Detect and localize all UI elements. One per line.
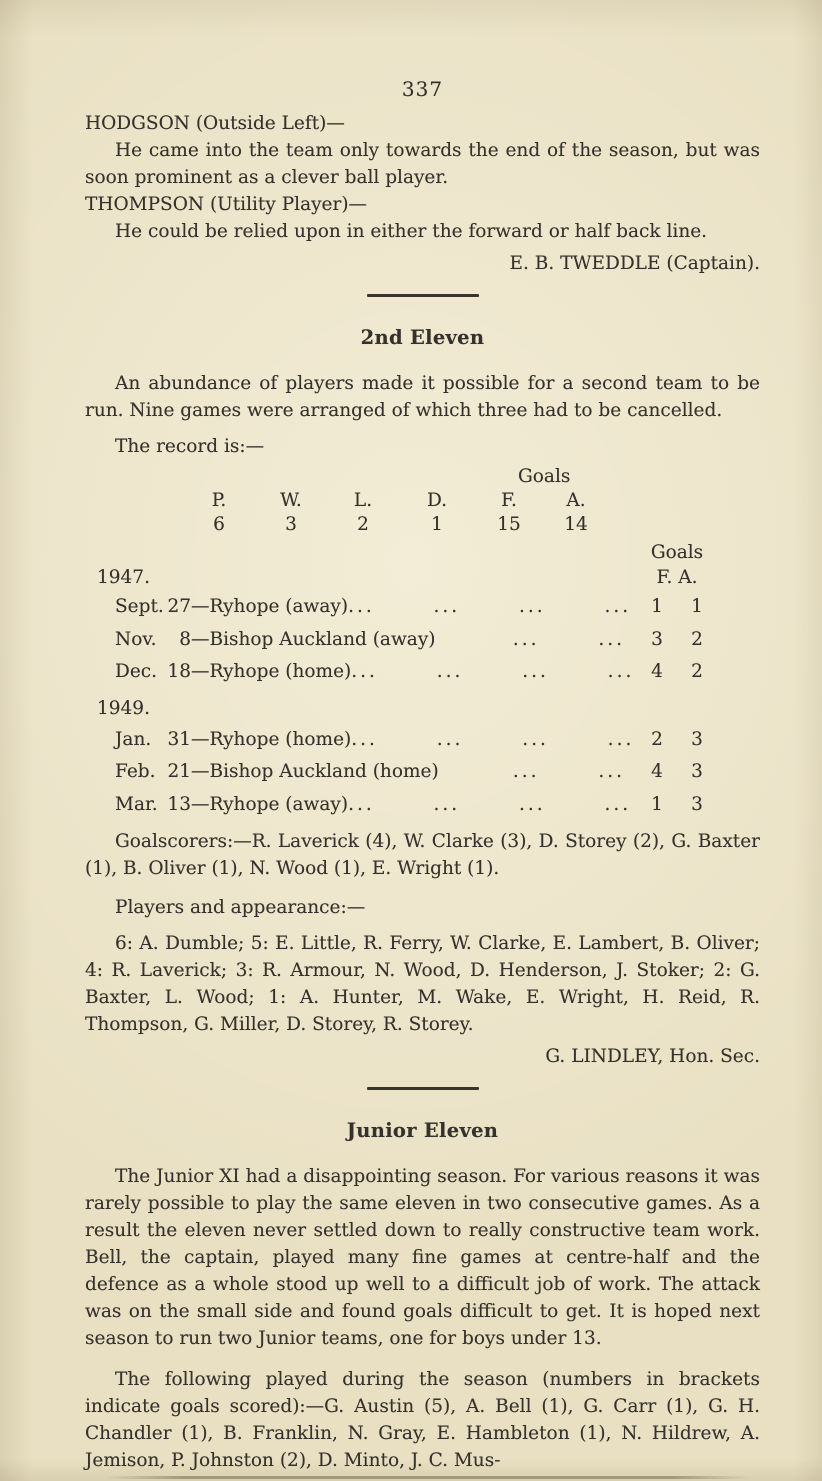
appearances-paragraph: 6: A. Dumble; 5: E. Little, R. Ferry, W. Clarke, E. Lambert, B. Oliver; 4: R. Laverick; 3: R. Armour, N. Wood, D. Henderson, J. Stoker; 2: G. Baxter, L. Wood; 1: A. Hunter, M. Wake, E. Wright, H. Reid, R. Thompson, G. Miller, D. Storey, R. Storey. — [85, 933, 760, 1035]
match-goals-against: 2 — [691, 628, 703, 650]
match-day: 18 — [167, 661, 191, 682]
match-goals-for: 1 — [651, 596, 663, 617]
scan-edge-mark — [105, 1476, 750, 1479]
summary-value-against: 14 — [564, 514, 588, 535]
match-row — [85, 789, 760, 822]
year-label-1947: 1947. — [97, 567, 150, 588]
summary-header-for: F. — [501, 490, 517, 511]
junior-eleven-section — [85, 1117, 760, 1474]
page-number: 337 — [401, 77, 444, 101]
year-label-1949: 1949. — [97, 697, 150, 719]
junior-eleven-heading: Junior Eleven — [346, 1119, 499, 1142]
second-eleven-section — [85, 324, 760, 1070]
match-month: Mar. — [115, 793, 158, 815]
player-note-body-thompson: He could be relied upon in either the forward or half back line. — [115, 221, 708, 242]
summary-values-row — [85, 513, 760, 537]
match-day: 13 — [167, 793, 191, 815]
summary-value-lost: 2 — [357, 514, 369, 535]
summary-value-won: 3 — [285, 514, 297, 535]
summary-header-played: P. — [211, 490, 227, 511]
dot-leader: ... ... ... ... — [351, 661, 635, 682]
match-month: Jan. — [115, 728, 152, 750]
match-month: Feb. — [115, 761, 156, 782]
summary-value-played: 6 — [213, 514, 225, 535]
summary-value-for: 15 — [497, 514, 521, 535]
dot-leader: ... ... — [512, 628, 625, 650]
match-day: 31 — [167, 728, 191, 750]
summary-header-against: A. — [566, 490, 586, 511]
summary-value-drawn: 1 — [431, 514, 443, 535]
goalscorers-paragraph: Goalscorers:—R. Laverick (4), W. Clarke (3), D. Storey (2), G. Baxter (1), B. Oliver (1), N. Wood (1), E. Wright (1). — [85, 831, 760, 879]
match-row — [85, 756, 760, 789]
match-goals-against: 3 — [691, 793, 703, 815]
dot-leader: ... ... ... ... — [351, 728, 635, 750]
captain-signature: E. B. TWEDDLE (Captain). — [509, 253, 760, 274]
match-goals-for: 4 — [651, 761, 663, 782]
match-day: 27 — [167, 596, 191, 617]
dot-leader: ... ... — [512, 761, 625, 782]
match-day: 8 — [179, 628, 191, 650]
record-summary-table — [85, 465, 760, 537]
summary-header-lost: L. — [353, 490, 373, 511]
section-divider — [367, 294, 479, 297]
summary-goals-label: Goals — [518, 466, 571, 487]
section-divider — [367, 1087, 479, 1090]
match-month: Dec. — [115, 661, 158, 682]
summary-header-row — [85, 489, 760, 513]
match-goals-against: 3 — [691, 761, 703, 782]
summary-header-won: W. — [280, 490, 302, 511]
summary-header-drawn: D. — [426, 490, 448, 511]
player-note-body-hodgson: He came into the team only towards the end of the season, but was soon prominent as a clever ball player. — [85, 140, 760, 188]
dot-leader: ... ... ... ... — [348, 596, 632, 617]
match-goals-against: 1 — [691, 596, 703, 617]
match-goals-for: 2 — [651, 728, 663, 750]
second-eleven-intro: An abundance of players made it possible for a second team to be run. Nine games were arranged of which three had to be cancelled. — [85, 373, 760, 421]
match-goals-for: 4 — [651, 661, 663, 682]
secretary-signature: G. LINDLEY, Hon. Sec. — [545, 1046, 760, 1067]
match-goals-for: 1 — [651, 793, 663, 815]
match-row — [85, 591, 760, 624]
player-note-title-hodgson: HODGSON (Outside Left)— — [85, 113, 345, 134]
match-opponent: —Ryhope (away) — [191, 793, 349, 815]
match-opponent: —Ryhope (home) — [191, 661, 352, 682]
match-opponent: —Ryhope (home) — [191, 728, 352, 750]
match-row — [85, 624, 760, 657]
second-eleven-heading: 2nd Eleven — [360, 326, 485, 349]
match-opponent: —Bishop Auckland (away) — [191, 628, 436, 650]
match-row — [85, 656, 760, 689]
record-label: The record is:— — [115, 436, 265, 457]
match-month: Nov. — [115, 628, 157, 650]
match-opponent: —Ryhope (away) — [191, 596, 349, 617]
match-day: 21 — [167, 761, 191, 782]
match-opponent: —Bishop Auckland (home) — [191, 761, 439, 782]
junior-players-paragraph: The following played during the season (numbers in brackets indicate goals scored):—G. Austin (5), A. Bell (1), G. Carr (1), G. H. Chandler (1), B. Franklin, N. Gray, E. Hambleton (1), N. Hildrew, A. Jemison, P. Johnston (2), D. Minto, J. C. Mus- — [85, 1369, 760, 1471]
match-goals-against: 2 — [691, 661, 703, 682]
match-goals-for: 3 — [651, 628, 663, 650]
results-goals-label: Goals — [650, 542, 704, 563]
results-fa-label: F. A. — [656, 567, 698, 588]
match-month: Sept. — [115, 596, 164, 617]
junior-report-paragraph: The Junior XI had a disappointing season. For various reasons it was rarely possible to play the same eleven in two consecutive games. As a result the eleven never settled down to really constructive team work. Bell, the captain, played many fine games at centre-half and the defence as a whole stood up well to a difficult job of work. The attack was on the small side and found goals difficult to get. It is hoped next season to run two Junior teams, one for boys under 13. — [85, 1166, 760, 1349]
year-row-1947 — [85, 565, 760, 591]
dot-leader: ... ... ... ... — [348, 793, 632, 815]
results-goals-header — [85, 541, 760, 565]
player-note-title-thompson: THOMPSON (Utility Player)— — [85, 194, 368, 215]
player-notes-section — [85, 110, 760, 277]
match-row — [85, 724, 760, 757]
appearances-label: Players and appearance:— — [115, 897, 366, 918]
match-goals-against: 3 — [691, 728, 703, 750]
